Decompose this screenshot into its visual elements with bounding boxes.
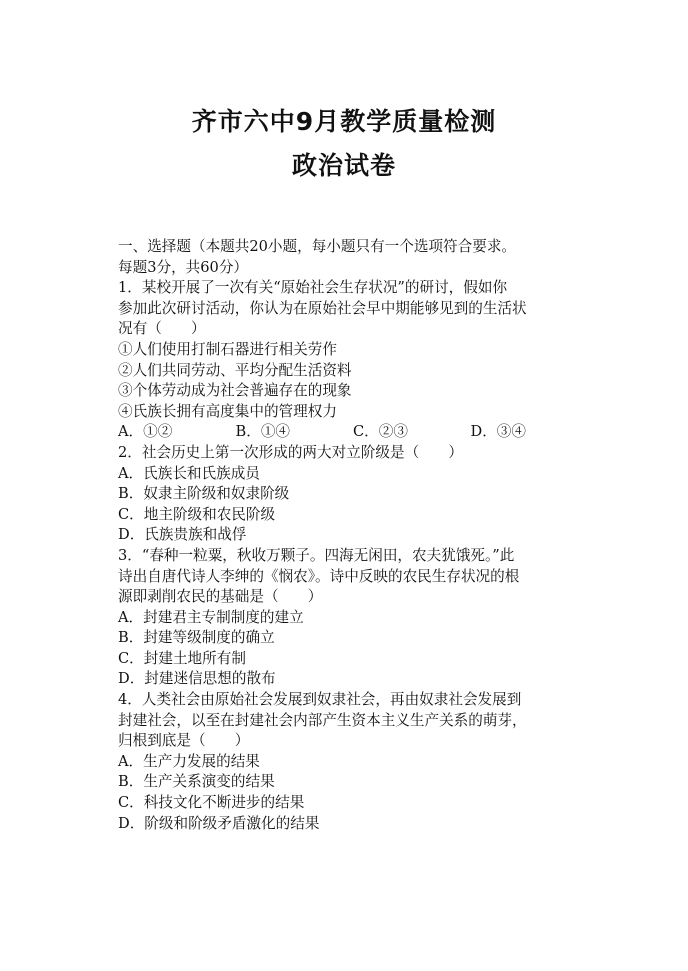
question-1 [118, 278, 588, 443]
option-d: D．③④ [470, 423, 526, 441]
question-4 [118, 690, 588, 834]
option-c: C．②③ [353, 423, 408, 441]
option-d: D．氏族贵族和战俘 [118, 526, 247, 544]
option-b: B．奴隶主阶级和奴隶阶级 [118, 485, 290, 503]
option-c: C．科技文化不断进步的结果 [118, 794, 305, 812]
option-a: A．①② [118, 423, 173, 441]
option-a: A．生产力发展的结果 [118, 752, 260, 770]
section-heading-cont: 每题3分，共60分） [118, 258, 249, 276]
question-stem: 参加此次研讨活动，你认为在原始社会早中期能够见到的生活状 [118, 299, 527, 317]
question-stem: 源即剥削农民的基础是（ ） [118, 588, 323, 606]
question-stem: 2．社会历史上第一次形成的两大对立阶级是（ ） [118, 443, 463, 461]
exam-body [118, 237, 588, 834]
question-stem: 归根到底是（ ） [118, 732, 250, 750]
option-b: B．①④ [235, 423, 291, 441]
option-a: A．氏族长和氏族成员 [118, 464, 260, 482]
question-2 [118, 443, 588, 546]
question-3 [118, 546, 588, 690]
question-stem: 况有（ ） [118, 320, 206, 338]
option-a: A．封建君主专制制度的建立 [118, 608, 304, 626]
question-stem: 3．“春种一粒粟，秋收万颗子。四海无闲田，农夫犹饿死。”此 [118, 546, 515, 564]
question-item: ②人们共同劳动、平均分配生活资料 [118, 361, 352, 379]
answer-options [118, 422, 588, 443]
question-stem: 1．某校开展了一次有关“原始社会生存状况”的研讨，假如你 [118, 279, 508, 297]
option-c: C．封建土地所有制 [118, 649, 246, 667]
question-stem: 诗出自唐代诗人李绅的《悯农》。诗中反映的农民生存状况的根 [118, 567, 520, 585]
option-d: D．阶级和阶级矛盾激化的结果 [118, 814, 320, 832]
option-d: D．封建迷信思想的散布 [118, 670, 276, 688]
question-stem: 4．人类社会由原始社会发展到奴隶社会，再由奴隶社会发展到 [118, 691, 522, 709]
option-b: B．封建等级制度的确立 [118, 629, 275, 647]
question-item: ④氏族长拥有高度集中的管理权力 [118, 402, 337, 420]
page-title: 齐市六中9月教学质量检测 [191, 107, 497, 136]
section-heading: 一、选择题（本题共20小题，每小题只有一个选项符合要求。 [118, 238, 517, 255]
question-item: ③个体劳动成为社会普遍存在的现象 [118, 382, 352, 400]
page-subtitle: 政治试卷 [291, 151, 396, 180]
option-b: B．生产关系演变的结果 [118, 773, 275, 791]
option-c: C．地主阶级和农民阶级 [118, 505, 276, 523]
question-item: ①人们使用打制石器进行相关劳作 [118, 340, 337, 358]
question-stem: 封建社会，以至在封建社会内部产生资本主义生产关系的萌芽， [118, 711, 527, 729]
